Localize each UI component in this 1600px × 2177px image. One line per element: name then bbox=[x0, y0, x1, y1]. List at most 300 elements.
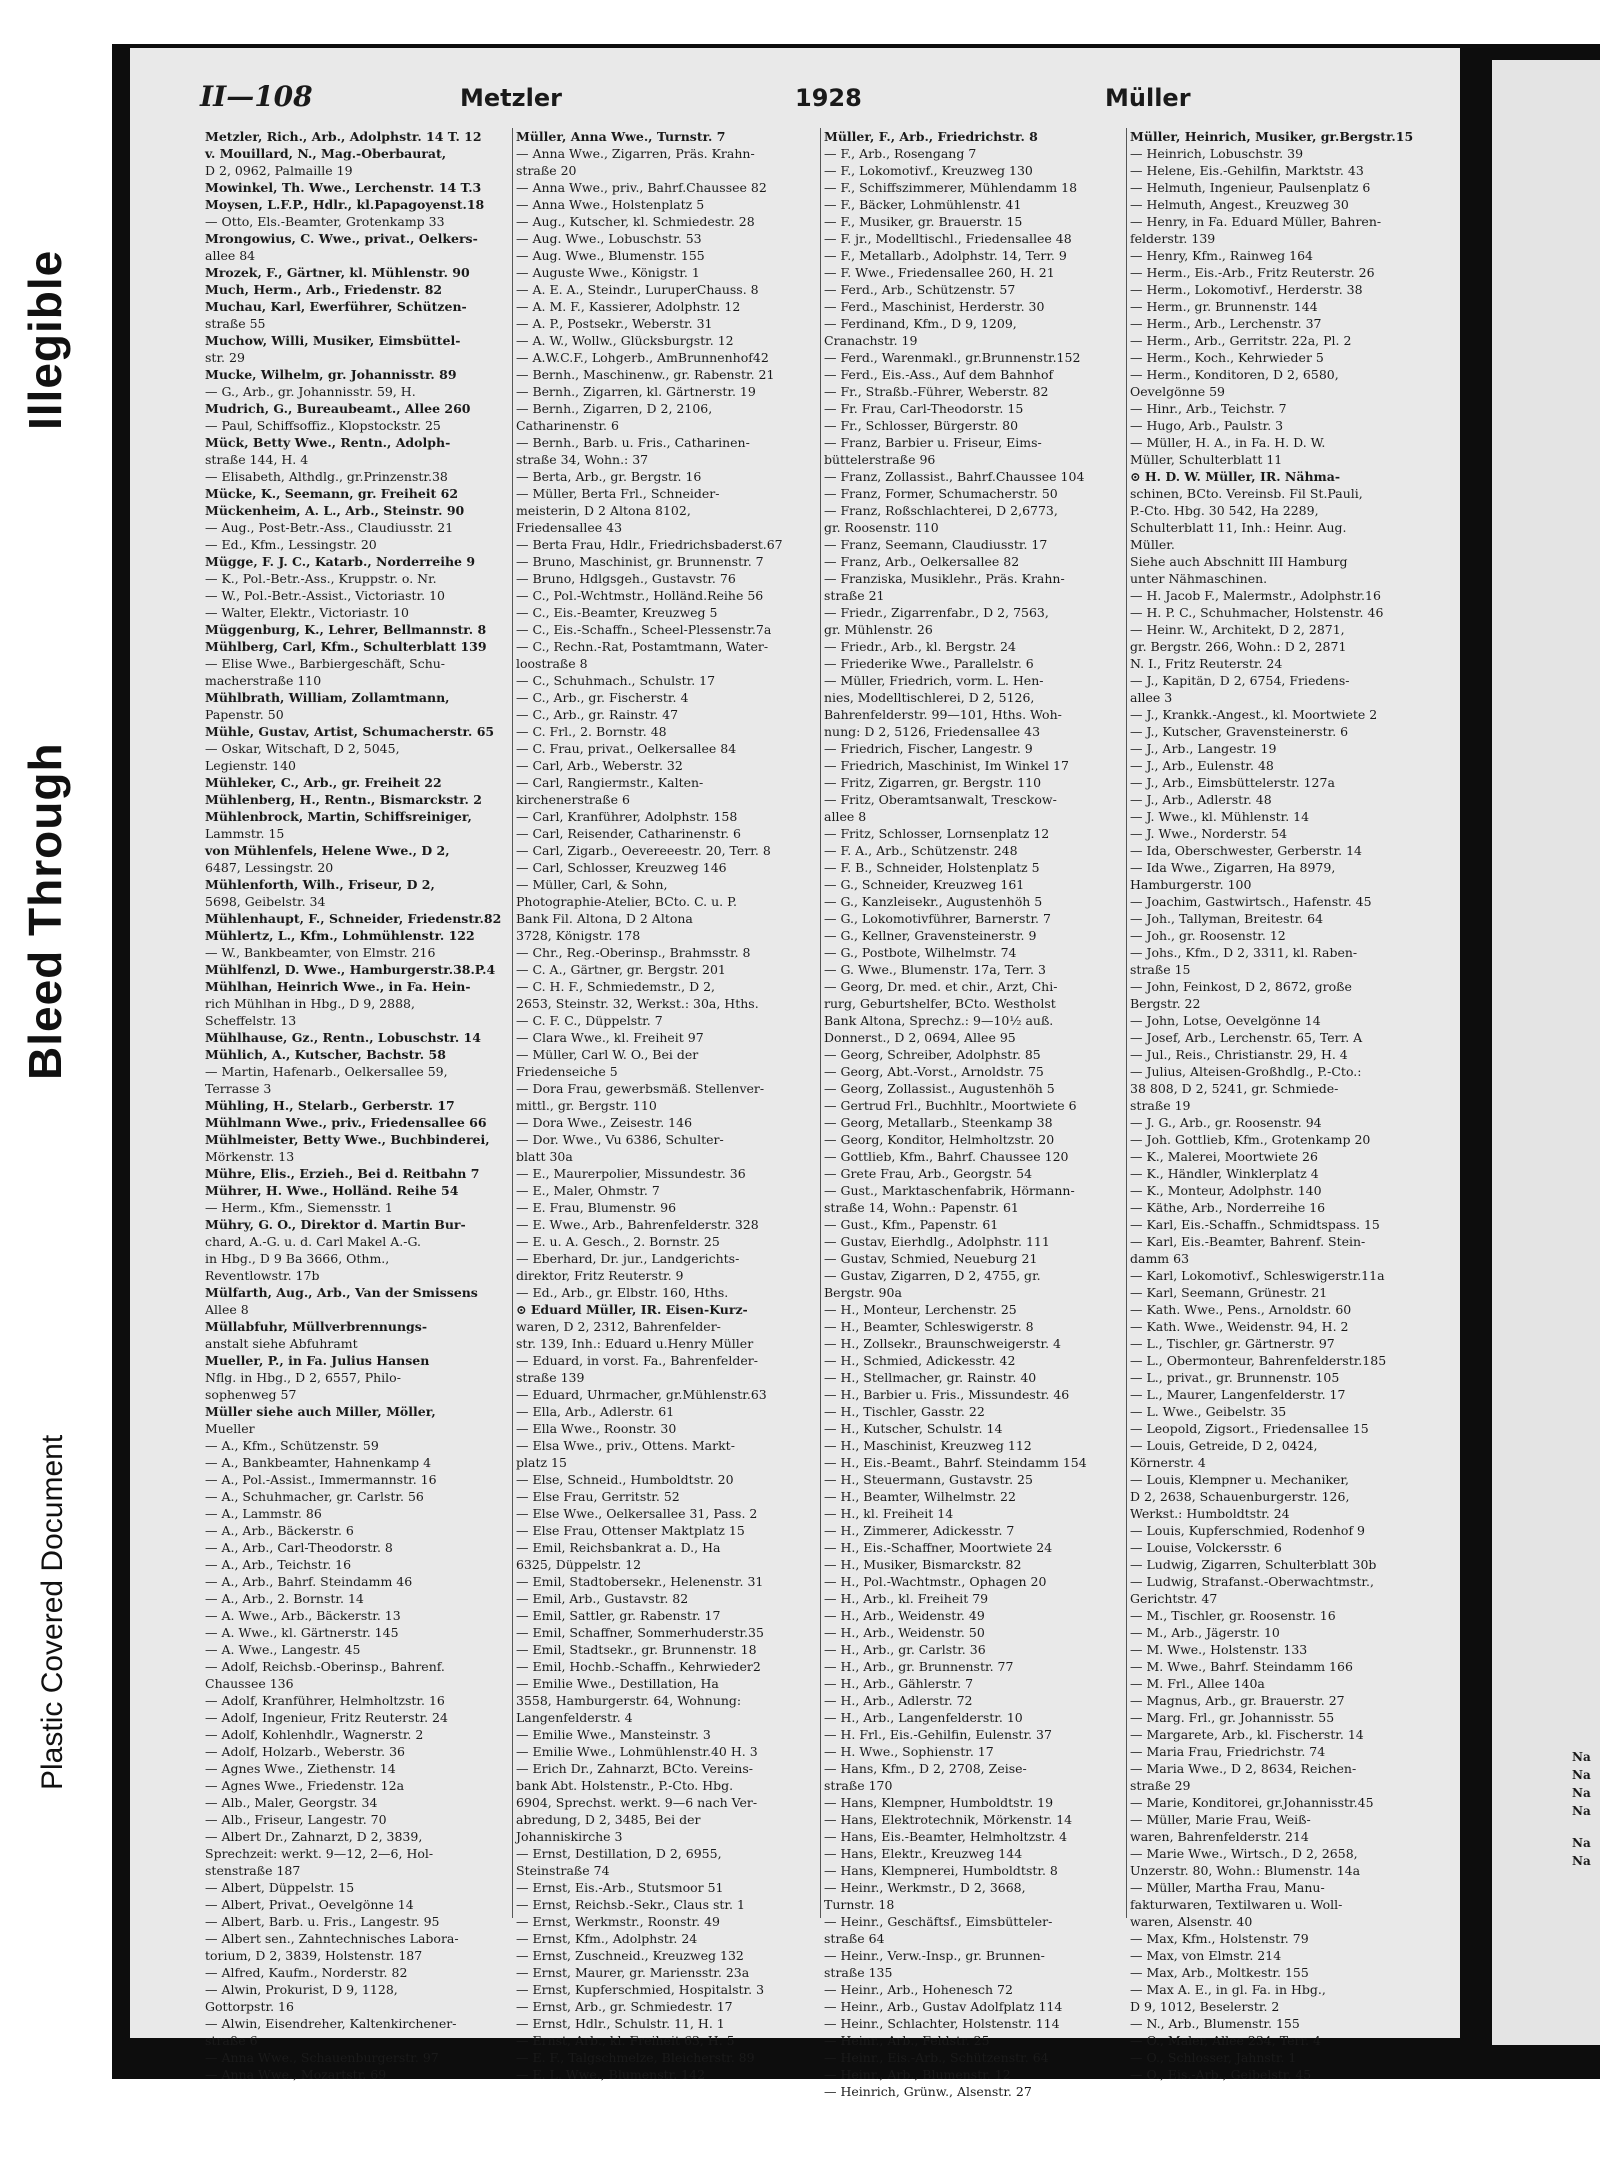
directory-entry: — Franz, Former, Schumacherstr. 50 bbox=[824, 486, 1058, 501]
directory-entry: — Alb., Friseur, Langestr. 70 bbox=[205, 1812, 387, 1827]
directory-entry: 3558, Hamburgerstr. 64, Wohnung: bbox=[516, 1693, 742, 1708]
directory-entry: Mörkenstr. 13 bbox=[205, 1149, 295, 1164]
directory-entry: Much, Herm., Arb., Friedenstr. 82 bbox=[205, 282, 443, 297]
directory-entry: — Leopold, Zigsort., Friedensallee 15 bbox=[1130, 1421, 1369, 1436]
directory-entry: — C. F. C., Düppelstr. 7 bbox=[516, 1013, 663, 1028]
directory-entry: Siehe auch Abschnitt III Hamburg bbox=[1130, 554, 1348, 569]
directory-entry: — Joh. Gottlieb, Kfm., Grotenkamp 20 bbox=[1130, 1132, 1371, 1147]
directory-entry: — Fr., Schlosser, Bürgerstr. 80 bbox=[824, 418, 1019, 433]
directory-entry: — Dor. Wwe., Vu 6386, Schulter- bbox=[516, 1132, 724, 1147]
directory-entry: — A., Pol.-Assist., Immermannstr. 16 bbox=[205, 1472, 437, 1487]
directory-entry: — H., Arb., gr. Carlstr. 36 bbox=[824, 1642, 986, 1657]
directory-column-3 bbox=[824, 128, 1134, 2099]
directory-entry: schinen, BCto. Vereinsb. Fil St.Pauli, bbox=[1130, 486, 1363, 501]
directory-entry: — A., Arb., Bahrf. Steindamm 46 bbox=[205, 1574, 413, 1589]
directory-entry: — K., Pol.-Betr.-Ass., Kruppstr. o. Nr. bbox=[205, 571, 437, 586]
directory-entry: — Aug., Post-Betr.-Ass., Claudiusstr. 21 bbox=[205, 520, 454, 535]
directory-entry: — J., Kutscher, Gravensteinerstr. 6 bbox=[1130, 724, 1349, 739]
directory-entry: Muchow, Willi, Musiker, Eimsbüttel- bbox=[205, 333, 461, 348]
directory-entry: — Marg. Frl., gr. Johannisstr. 55 bbox=[1130, 1710, 1335, 1725]
directory-entry: — E. Frau, Blumenstr. 96 bbox=[516, 1200, 677, 1215]
directory-entry: — Müller, Friedrich, vorm. L. Hen- bbox=[824, 673, 1044, 688]
directory-entry: — Fr., Straßb.-Führer, Weberstr. 82 bbox=[824, 384, 1049, 399]
directory-entry: — Maria Frau, Friedrichstr. 74 bbox=[1130, 1744, 1326, 1759]
directory-entry: mittl., gr. Bergstr. 110 bbox=[516, 1098, 657, 1113]
directory-entry: — Ernst, Hdlr., Schulstr. 11, H. 1 bbox=[516, 2016, 725, 2031]
directory-entry: — Herm., Lokomotivf., Herderstr. 38 bbox=[1130, 282, 1363, 297]
directory-entry: — Adolf, Kohlenhdlr., Wagnerstr. 2 bbox=[205, 1727, 424, 1742]
directory-entry: Mrongowius, C. Wwe., privat., Oelkers- bbox=[205, 231, 478, 246]
directory-entry: — F., Metallarb., Adolphstr. 14, Terr. 9 bbox=[824, 248, 1067, 263]
directory-entry: loostraße 8 bbox=[516, 656, 588, 671]
directory-entry: — H., Zimmerer, Adickesstr. 7 bbox=[824, 1523, 1015, 1538]
directory-entry: D 2, 2638, Schauenburgerstr. 126, bbox=[1130, 1489, 1350, 1504]
directory-entry: Mügge, F. J. C., Katarb., Norderreihe 9 bbox=[205, 554, 476, 569]
directory-entry: — Anna Wwe., Mozartstr. 69 bbox=[205, 2067, 387, 2082]
directory-entry: — Franz, Barbier u. Friseur, Eims- bbox=[824, 435, 1042, 450]
directory-entry: — N., Arb., Blumenstr. 155 bbox=[1130, 2016, 1300, 2031]
directory-entry: — F. A., Arb., Schützenstr. 248 bbox=[824, 843, 1018, 858]
directory-entry: — C., Schuhmach., Schulstr. 17 bbox=[516, 673, 716, 688]
directory-entry: — John, Lotse, Oevelgönne 14 bbox=[1130, 1013, 1321, 1028]
directory-entry: — C., Eis.-Beamter, Kreuzweg 5 bbox=[516, 605, 718, 620]
directory-entry: — Hans, Eis.-Beamter, Helmholtzstr. 4 bbox=[824, 1829, 1068, 1844]
directory-entry: — H. P. C., Schuhmacher, Holstenstr. 46 bbox=[1130, 605, 1384, 620]
label-illegible: Illegible bbox=[19, 249, 71, 430]
directory-entry: — Maria Wwe., D 2, 8634, Reichen- bbox=[1130, 1761, 1357, 1776]
directory-entry: — C., Pol.-Wchtmstr., Holländ.Reihe 56 bbox=[516, 588, 764, 603]
directory-entry: — Adolf, Reichsb.-Oberinsp., Bahrenf. bbox=[205, 1659, 445, 1674]
directory-entry: — M., Tischler, gr. Roosenstr. 16 bbox=[1130, 1608, 1336, 1623]
directory-entry: — John, Feinkost, D 2, 8672, große bbox=[1130, 979, 1352, 994]
directory-entry: — Ferd., Arb., Schützenstr. 57 bbox=[824, 282, 1016, 297]
directory-entry: — A., Arb., Teichstr. 16 bbox=[205, 1557, 352, 1572]
directory-entry: anstalt siehe Abfuhramt bbox=[205, 1336, 358, 1351]
directory-entry: — H., Beamter, Schleswigerstr. 8 bbox=[824, 1319, 1034, 1334]
directory-entry: — Henry, Kfm., Rainweg 164 bbox=[1130, 248, 1314, 263]
directory-entry: — F., Bäcker, Lohmühlenstr. 41 bbox=[824, 197, 1022, 212]
directory-entry: — Emilie Wwe., Lohmühlenstr.40 H. 3 bbox=[516, 1744, 758, 1759]
directory-entry: — H., Pol.-Wachtmstr., Ophagen 20 bbox=[824, 1574, 1047, 1589]
directory-entry: — Emil, Arb., Gustavstr. 82 bbox=[516, 1591, 689, 1606]
directory-entry: — Max, von Elmstr. 214 bbox=[1130, 1948, 1282, 1963]
directory-entry: — Fr. Frau, Carl-Theodorstr. 15 bbox=[824, 401, 1024, 416]
directory-entry: — Joh., Tallyman, Breitestr. 64 bbox=[1130, 911, 1324, 926]
directory-entry: straße 15 bbox=[1130, 962, 1191, 977]
directory-entry: — Albert Dr., Zahnarzt, D 2, 3839, bbox=[205, 1829, 423, 1844]
directory-entry: — J., Arb., Adlerstr. 48 bbox=[1130, 792, 1272, 807]
directory-entry: Chaussee 136 bbox=[205, 1676, 294, 1691]
directory-entry: — Karl, Lokomotivf., Schleswigerstr.11a bbox=[1130, 1268, 1385, 1283]
directory-entry: — Ferdinand, Kfm., D 9, 1209, bbox=[824, 316, 1017, 331]
directory-entry: — Adolf, Ingenieur, Fritz Reuterstr. 24 bbox=[205, 1710, 448, 1725]
directory-entry: — Heinr., Eis.-Arb., Schützenstr. 64 bbox=[824, 2050, 1049, 2065]
directory-entry: — E., Maurerpolier, Missundestr. 36 bbox=[516, 1166, 746, 1181]
directory-entry: — A. M. F., Kassierer, Adolphstr. 12 bbox=[516, 299, 741, 314]
directory-entry: — A., Bankbeamter, Hahnenkamp 4 bbox=[205, 1455, 432, 1470]
directory-entry: — Elsa Wwe., priv., Ottens. Markt- bbox=[516, 1438, 735, 1453]
directory-entry: Bahrenfelderstr. 99—101, Hths. Woh- bbox=[824, 707, 1062, 722]
directory-entry: — Magnus, Arb., gr. Brauerstr. 27 bbox=[1130, 1693, 1345, 1708]
header-last-entry: Müller bbox=[1105, 84, 1191, 112]
directory-entry: — Johs., Kfm., D 2, 3311, kl. Raben- bbox=[1130, 945, 1358, 960]
directory-entry: Scheffelstr. 13 bbox=[205, 1013, 297, 1028]
directory-entry: Lammstr. 15 bbox=[205, 826, 285, 841]
directory-entry: — Elisabeth, Althdlg., gr.Prinzenstr.38 bbox=[205, 469, 448, 484]
directory-entry: Gerichtstr. 47 bbox=[1130, 1591, 1218, 1606]
directory-entry: — Gottlieb, Kfm., Bahrf. Chaussee 120 bbox=[824, 1149, 1069, 1164]
directory-entry: — K., Monteur, Adolphstr. 140 bbox=[1130, 1183, 1322, 1198]
directory-entry: — A., Arb., Carl-Theodorstr. 8 bbox=[205, 1540, 393, 1555]
directory-entry: straße 135 bbox=[824, 1965, 893, 1980]
directory-entry: — Herm., Konditoren, D 2, 6580, bbox=[1130, 367, 1339, 382]
directory-entry: — J. Wwe., Norderstr. 54 bbox=[1130, 826, 1288, 841]
directory-entry: — Erich Dr., Zahnarzt, BCto. Vereins- bbox=[516, 1761, 753, 1776]
directory-entry: bank Abt. Holstenstr., P.-Cto. Hbg. bbox=[516, 1778, 734, 1793]
directory-entry: — Ferd., Eis.-Ass., Auf dem Bahnhof bbox=[824, 367, 1054, 382]
directory-entry: — J., Arb., Langestr. 19 bbox=[1130, 741, 1277, 756]
directory-entry: — Georg, Dr. med. et chir., Arzt, Chi- bbox=[824, 979, 1058, 994]
directory-entry: — Heinr., Schlachter, Holstenstr. 114 bbox=[824, 2016, 1060, 2031]
directory-entry: — Heinrich, Lobuschstr. 39 bbox=[1130, 146, 1304, 161]
directory-entry: Mühlberg, Carl, Kfm., Schulterblatt 139 bbox=[205, 639, 487, 654]
directory-entry: — Anna Wwe., Holstenplatz 5 bbox=[516, 197, 705, 212]
directory-entry: — F., Lokomotivf., Kreuzweg 130 bbox=[824, 163, 1033, 178]
directory-entry: — Henry, in Fa. Eduard Müller, Bahren- bbox=[1130, 214, 1382, 229]
directory-entry: — Josef, Arb., Lerchenstr. 65, Terr. A bbox=[1130, 1030, 1363, 1045]
directory-entry: Papenstr. 50 bbox=[205, 707, 284, 722]
directory-entry: Mühlmann Wwe., priv., Friedensallee 66 bbox=[205, 1115, 487, 1130]
directory-entry: — Herm., Kfm., Siemensstr. 1 bbox=[205, 1200, 393, 1215]
directory-entry: Mucke, Wilhelm, gr. Johannisstr. 89 bbox=[205, 367, 457, 382]
directory-entry: straße 21 bbox=[824, 588, 885, 603]
directory-entry: — G., Arb., gr. Johannisstr. 59, H. bbox=[205, 384, 416, 399]
directory-entry: 6487, Lessingstr. 20 bbox=[205, 860, 334, 875]
directory-entry: Mühry, G. O., Direktor d. Martin Bur- bbox=[205, 1217, 466, 1232]
directory-entry: — G., Schneider, Kreuzweg 161 bbox=[824, 877, 1025, 892]
directory-entry: — Georg, Konditor, Helmholtzstr. 20 bbox=[824, 1132, 1055, 1147]
directory-entry: — Else Frau, Gerritstr. 52 bbox=[516, 1489, 680, 1504]
directory-entry: platz 15 bbox=[516, 1455, 567, 1470]
directory-entry: — Gust., Marktaschenfabrik, Hörmann- bbox=[824, 1183, 1075, 1198]
directory-entry: Terrasse 3 bbox=[205, 1081, 272, 1096]
directory-entry: 6904, Sprechst. werkt. 9—6 nach Ver- bbox=[516, 1795, 758, 1810]
directory-entry: — Ernst, Eis.-Arb., Stutsmoor 51 bbox=[516, 1880, 724, 1895]
directory-entry: felderstr. 139 bbox=[1130, 231, 1216, 246]
directory-entry: unter Nähmaschinen. bbox=[1130, 571, 1268, 586]
directory-entry: — Else, Schneid., Humboldtstr. 20 bbox=[516, 1472, 734, 1487]
directory-entry: Mudrich, G., Bureaubeamt., Allee 260 bbox=[205, 401, 471, 416]
directory-entry: — Käthe, Arb., Norderreihe 16 bbox=[1130, 1200, 1326, 1215]
directory-entry: 6325, Düppelstr. 12 bbox=[516, 1557, 642, 1572]
directory-entry: Mühleker, C., Arb., gr. Freiheit 22 bbox=[205, 775, 442, 790]
directory-entry: — H., Barbier u. Fris., Missundestr. 46 bbox=[824, 1387, 1070, 1402]
directory-entry: Mueller bbox=[205, 1421, 255, 1436]
directory-entry: Johanniskirche 3 bbox=[516, 1829, 623, 1844]
directory-entry: — Emil, Hochb.-Schaffn., Kehrwieder2 bbox=[516, 1659, 761, 1674]
directory-entry: — Ernst, Reichsb.-Sekr., Claus str. 1 bbox=[516, 1897, 745, 1912]
directory-entry: — Kath. Wwe., Weidenstr. 94, H. 2 bbox=[1130, 1319, 1349, 1334]
directory-entry: — Joh., gr. Roosenstr. 12 bbox=[1130, 928, 1286, 943]
directory-entry: — H. Jacob F., Malermstr., Adolphstr.16 bbox=[1130, 588, 1381, 603]
directory-entry: — Georg, Schreiber, Adolphstr. 85 bbox=[824, 1047, 1041, 1062]
directory-entry: Müller, Anna Wwe., Turnstr. 7 bbox=[516, 129, 726, 144]
directory-entry: — Max, Kfm., Holstenstr. 79 bbox=[1130, 1931, 1309, 1946]
directory-entry: Müggenburg, K., Lehrer, Bellmannstr. 8 bbox=[205, 622, 487, 637]
directory-entry: — Marie Wwe., Wirtsch., D 2, 2658, bbox=[1130, 1846, 1358, 1861]
directory-entry: Sprechzeit: werkt. 9—12, 2—6, Hol- bbox=[205, 1846, 434, 1861]
directory-entry: — H., Zollsekr., Braunschweigerstr. 4 bbox=[824, 1336, 1061, 1351]
directory-entry: Bank Altona, Sprechz.: 9—10½ auß. bbox=[824, 1013, 1054, 1028]
directory-entry: — Louise, Volckersstr. 6 bbox=[1130, 1540, 1282, 1555]
directory-entry: — M. Frl., Allee 140a bbox=[1130, 1676, 1265, 1691]
directory-entry: — C. Frau, privat., Oelkersallee 84 bbox=[516, 741, 737, 756]
directory-entry: Schulterblatt 11, Inh.: Heinr. Aug. bbox=[1130, 520, 1347, 535]
directory-entry: — H., Arb., Weidenstr. 50 bbox=[824, 1625, 985, 1640]
directory-entry: — Max A. E., in gl. Fa. in Hbg., bbox=[1130, 1982, 1326, 1997]
directory-entry: — Heinr., Verw.-Insp., gr. Brunnen- bbox=[824, 1948, 1045, 1963]
directory-entry: — Margarete, Arb., kl. Fischerstr. 14 bbox=[1130, 1727, 1364, 1742]
directory-entry: Bank Fil. Altona, D 2 Altona bbox=[516, 911, 693, 926]
directory-entry: Mühlhause, Gz., Rentn., Lobuschstr. 14 bbox=[205, 1030, 481, 1045]
directory-entry: Mühlhan, Heinrich Wwe., in Fa. Hein- bbox=[205, 979, 471, 994]
directory-entry: chard, A.-G. u. d. Carl Makel A.-G. bbox=[205, 1234, 421, 1249]
directory-entry: Müller, Heinrich, Musiker, gr.Bergstr.15 bbox=[1130, 129, 1414, 144]
directory-entry: allee 84 bbox=[205, 248, 256, 263]
directory-entry: straße 34, Wohn.: 37 bbox=[516, 452, 649, 467]
directory-entry: straße 19 bbox=[1130, 1098, 1191, 1113]
directory-entry: str. 139, Inh.: Eduard u.Henry Müller bbox=[516, 1336, 754, 1351]
directory-entry: — Max, Arb., Moltkestr. 155 bbox=[1130, 1965, 1309, 1980]
directory-entry: — Otto, Els.-Beamter, Grotenkamp 33 bbox=[205, 214, 445, 229]
directory-entry: — Helmuth, Ingenieur, Paulsenplatz 6 bbox=[1130, 180, 1371, 195]
directory-entry: — Eduard, Uhrmacher, gr.Mühlenstr.63 bbox=[516, 1387, 767, 1402]
directory-entry: — Gustav, Zigarren, D 2, 4755, gr. bbox=[824, 1268, 1041, 1283]
directory-entry: — Adolf, Holzarb., Weberstr. 36 bbox=[205, 1744, 406, 1759]
directory-entry: Mühlbrath, William, Zollamtmann, bbox=[205, 690, 450, 705]
directory-entry: D 9, 1012, Beselerstr. 2 bbox=[1130, 1999, 1280, 2014]
directory-entry: abredung, D 2, 3485, Bei der bbox=[516, 1812, 701, 1827]
directory-entry: straße 20 bbox=[516, 163, 577, 178]
directory-entry: — O., Schlosser, Jahnstr. 1 bbox=[1130, 2050, 1297, 2065]
directory-entry: — Emil, Sattler, gr. Rabenstr. 17 bbox=[516, 1608, 721, 1623]
page-header bbox=[200, 80, 1450, 120]
directory-entry: — Jul., Reis., Christianstr. 29, H. 4 bbox=[1130, 1047, 1348, 1062]
directory-column-4 bbox=[1130, 128, 1445, 2082]
directory-entry: nung: D 2, 5126, Friedensallee 43 bbox=[824, 724, 1041, 739]
directory-entry: — H., Maschinist, Kreuzweg 112 bbox=[824, 1438, 1032, 1453]
directory-entry: — Müller, Marie Frau, Weiß- bbox=[1130, 1812, 1311, 1827]
directory-entry: — J., Arb., Eimsbüttelerstr. 127a bbox=[1130, 775, 1335, 790]
directory-entry: waren, D 2, 2312, Bahrenfelder- bbox=[516, 1319, 721, 1334]
directory-entry: ⊙ Eduard Müller, IR. Eisen-Kurz- bbox=[516, 1302, 748, 1317]
directory-entry: — F., Arb., Rosengang 7 bbox=[824, 146, 977, 161]
directory-entry: — M., Arb., Jägerstr. 10 bbox=[1130, 1625, 1280, 1640]
directory-entry: — Herm., Arb., Gerritstr. 22a, Pl. 2 bbox=[1130, 333, 1352, 348]
directory-entry: straße 14, Wohn.: Papenstr. 61 bbox=[824, 1200, 1019, 1215]
directory-entry: — C., Rechn.-Rat, Postamtmann, Water- bbox=[516, 639, 769, 654]
directory-entry: — Heinr., Arb., Gustav Adolfplatz 114 bbox=[824, 1999, 1063, 2014]
directory-entry: stenstraße 187 bbox=[205, 1863, 301, 1878]
directory-entry: Muchau, Karl, Ewerführer, Schützen- bbox=[205, 299, 467, 314]
directory-entry: — Albert, Düppelstr. 15 bbox=[205, 1880, 355, 1895]
directory-entry: — M. Wwe., Holstenstr. 133 bbox=[1130, 1642, 1308, 1657]
directory-entry: straße 55 bbox=[205, 316, 266, 331]
directory-entry: gr. Bergstr. 266, Wohn.: D 2, 2871 bbox=[1130, 639, 1347, 654]
directory-entry: — Franziska, Musiklehr., Präs. Krahn- bbox=[824, 571, 1065, 586]
directory-entry: — G., Lokomotivführer, Barnerstr. 7 bbox=[824, 911, 1051, 926]
header-first-entry: Metzler bbox=[460, 84, 562, 112]
directory-entry: — Marie, Konditorei, gr.Johannisstr.45 bbox=[1130, 1795, 1374, 1810]
sidebar-labels bbox=[0, 0, 100, 2177]
directory-entry: — L., Maurer, Langenfelderstr. 17 bbox=[1130, 1387, 1346, 1402]
directory-entry: — Hans, Klempnerei, Humboldtstr. 8 bbox=[824, 1863, 1058, 1878]
directory-entry: — Müller, Martha Frau, Manu- bbox=[1130, 1880, 1325, 1895]
directory-entry: Müller. bbox=[1130, 537, 1175, 552]
directory-entry: gr. Roosenstr. 110 bbox=[824, 520, 939, 535]
directory-entry: Langenfelderstr. 4 bbox=[516, 1710, 633, 1725]
directory-entry: — F. B., Schneider, Holstenplatz 5 bbox=[824, 860, 1040, 875]
directory-entry: — Ida, Oberschwester, Gerberstr. 14 bbox=[1130, 843, 1363, 858]
directory-entry: gr. Mühlenstr. 26 bbox=[824, 622, 933, 637]
directory-entry: — Bruno, Hdlgsgeh., Gustavstr. 76 bbox=[516, 571, 736, 586]
directory-entry: — Carl, Reisender, Catharinenstr. 6 bbox=[516, 826, 741, 841]
directory-entry: — Berta Frau, Hdlr., Friedrichsbaderst.67 bbox=[516, 537, 783, 552]
directory-entry: — Dora Wwe., Zeisestr. 146 bbox=[516, 1115, 693, 1130]
directory-entry: Mückenheim, A. L., Arb., Steinstr. 90 bbox=[205, 503, 465, 518]
directory-entry: straße 144, H. 4 bbox=[205, 452, 309, 467]
directory-entry: Mühling, H., Stelarb., Gerberstr. 17 bbox=[205, 1098, 455, 1113]
directory-entry: Körnerstr. 4 bbox=[1130, 1455, 1206, 1470]
directory-entry: Mrozek, F., Gärtner, kl. Mühlenstr. 90 bbox=[205, 265, 470, 280]
directory-entry: — Else Frau, Ottenser Maktplatz 15 bbox=[516, 1523, 745, 1538]
directory-entry: — F. jr., Modelltischl., Friedensallee 48 bbox=[824, 231, 1072, 246]
directory-entry: — Hinr., Arb., Teichstr. 7 bbox=[1130, 401, 1287, 416]
directory-entry: — Adolf, Kranführer, Helmholtzstr. 16 bbox=[205, 1693, 445, 1708]
directory-entry: — Fritz, Oberamtsanwalt, Tresckow- bbox=[824, 792, 1057, 807]
directory-entry: — Herm., Arb., Lerchenstr. 37 bbox=[1130, 316, 1322, 331]
directory-entry: torium, D 2, 3839, Holstenstr. 187 bbox=[205, 1948, 423, 1963]
directory-entry: — Dora Frau, gewerbsmäß. Stellenver- bbox=[516, 1081, 765, 1096]
directory-entry: — Louis, Klempner u. Mechaniker, bbox=[1130, 1472, 1349, 1487]
directory-entry: — J. Wwe., kl. Mühlenstr. 14 bbox=[1130, 809, 1310, 824]
directory-entry: — Eduard, in vorst. Fa., Bahrenfelder- bbox=[516, 1353, 758, 1368]
directory-entry: — H., Tischler, Gasstr. 22 bbox=[824, 1404, 985, 1419]
directory-entry: — A. W., Wollw., Glücksburgstr. 12 bbox=[516, 333, 734, 348]
directory-entry: — Ella Wwe., Roonstr. 30 bbox=[516, 1421, 677, 1436]
directory-entry: — Herm., gr. Brunnenstr. 144 bbox=[1130, 299, 1318, 314]
directory-entry: — Carl, Arb., Weberstr. 32 bbox=[516, 758, 683, 773]
directory-entry: Hamburgerstr. 100 bbox=[1130, 877, 1252, 892]
directory-entry: straße 139 bbox=[516, 1370, 585, 1385]
directory-entry: — Fritz, Schlosser, Lornsenplatz 12 bbox=[824, 826, 1050, 841]
directory-entry: — Gust., Kfm., Papenstr. 61 bbox=[824, 1217, 999, 1232]
directory-entry: — A. Wwe., Langestr. 45 bbox=[205, 1642, 361, 1657]
directory-entry: — Bernh., Maschinenw., gr. Rabenstr. 21 bbox=[516, 367, 775, 382]
directory-entry: — F., Musiker, gr. Brauerstr. 15 bbox=[824, 214, 1023, 229]
directory-entry: — Ernst, Werkmstr., Roonstr. 49 bbox=[516, 1914, 721, 1929]
directory-entry: — A. Wwe., kl. Gärtnerstr. 145 bbox=[205, 1625, 399, 1640]
directory-entry: — Franz, Zollassist., Bahrf.Chaussee 104 bbox=[824, 469, 1085, 484]
directory-entry: Mühlenhaupt, F., Schneider, Friedenstr.82 bbox=[205, 911, 502, 926]
directory-entry: — Joachim, Gastwirtsch., Hafenstr. 45 bbox=[1130, 894, 1372, 909]
directory-entry: v. Mouillard, N., Mag.-Oberbaurat, bbox=[205, 146, 447, 161]
directory-entry: — F. Wwe., Friedensallee 260, H. 21 bbox=[824, 265, 1055, 280]
directory-entry: Mühlertz, L., Kfm., Lohmühlenstr. 122 bbox=[205, 928, 475, 943]
directory-entry: in Hbg., D 9 Ba 3666, Othm., bbox=[205, 1251, 390, 1266]
directory-entry: Allee 8 bbox=[205, 1302, 249, 1317]
directory-entry: direktor, Fritz Reuterstr. 9 bbox=[516, 1268, 684, 1283]
directory-entry: — Müller, Carl, & Sohn, bbox=[516, 877, 668, 892]
directory-entry: — H., Beamter, Wilhelmstr. 22 bbox=[824, 1489, 1016, 1504]
directory-entry: — Müller, H. A., in Fa. H. D. W. bbox=[1130, 435, 1326, 450]
directory-entry: Friedensallee 43 bbox=[516, 520, 623, 535]
directory-entry: — Clara Wwe., kl. Freiheit 97 bbox=[516, 1030, 704, 1045]
directory-entry: — Anna Wwe., Zigarren, Präs. Krahn- bbox=[516, 146, 755, 161]
directory-entry: — Agnes Wwe., Ziethenstr. 14 bbox=[205, 1761, 396, 1776]
directory-entry: Mücke, K., Seemann, gr. Freiheit 62 bbox=[205, 486, 459, 501]
directory-entry: — Berta, Arb., gr. Bergstr. 16 bbox=[516, 469, 702, 484]
directory-entry: Catharinenstr. 6 bbox=[516, 418, 619, 433]
directory-entry: — K., Malerei, Moortwiete 26 bbox=[1130, 1149, 1318, 1164]
directory-entry: — Louis, Getreide, D 2, 0424, bbox=[1130, 1438, 1318, 1453]
directory-entry: Photographie-Atelier, BCto. C. u. P. bbox=[516, 894, 737, 909]
directory-entry: — Grete Frau, Arb., Georgstr. 54 bbox=[824, 1166, 1033, 1181]
directory-entry: — H., Monteur, Lerchenstr. 25 bbox=[824, 1302, 1017, 1317]
directory-entry: — C., Arb., gr. Rainstr. 47 bbox=[516, 707, 679, 722]
directory-entry: von Mühlenfels, Helene Wwe., D 2, bbox=[205, 843, 450, 858]
directory-entry: — C. Frl., 2. Bornstr. 48 bbox=[516, 724, 667, 739]
directory-entry: — Karl, Eis.-Beamter, Bahrenf. Stein- bbox=[1130, 1234, 1366, 1249]
directory-entry: — Alfred, Kaufm., Norderstr. 82 bbox=[205, 1965, 408, 1980]
directory-entry: — L. Wwe., Geibelstr. 35 bbox=[1130, 1404, 1287, 1419]
directory-entry: Donnerst., D 2, 0694, Allee 95 bbox=[824, 1030, 1016, 1045]
directory-entry: — Else Wwe., Oelkersallee 31, Pass. 2 bbox=[516, 1506, 758, 1521]
directory-entry: — Louis, Kupferschmied, Rodenhof 9 bbox=[1130, 1523, 1366, 1538]
directory-entry: — E. L. Wwe., Blumenstr. 142 bbox=[516, 2067, 706, 2082]
directory-entry: — A. P., Postsekr., Weberstr. 31 bbox=[516, 316, 713, 331]
directory-entry: — Hugo, Arb., Paulstr. 3 bbox=[1130, 418, 1284, 433]
directory-entry: Mueller, P., in Fa. Julius Hansen bbox=[205, 1353, 430, 1368]
directory-entry: — Gustav, Eierhdlg., Adolphstr. 111 bbox=[824, 1234, 1050, 1249]
directory-entry: — Bernh., Zigarren, D 2, 2106, bbox=[516, 401, 713, 416]
directory-entry: fakturwaren, Textilwaren u. Woll- bbox=[1130, 1897, 1343, 1912]
directory-entry: Müller siehe auch Miller, Möller, bbox=[205, 1404, 436, 1419]
directory-entry: — L., Obermonteur, Bahrenfelderstr.185 bbox=[1130, 1353, 1387, 1368]
directory-entry: Reventlowstr. 17b bbox=[205, 1268, 320, 1283]
directory-entry: — J., Krankk.-Angest., kl. Moortwiete 2 bbox=[1130, 707, 1378, 722]
directory-entry: Mück, Betty Wwe., Rentn., Adolph- bbox=[205, 435, 451, 450]
directory-entry: — Ella, Arb., Adlerstr. 61 bbox=[516, 1404, 675, 1419]
directory-entry: — Gertrud Frl., Buchhltr., Moortwiete 6 bbox=[824, 1098, 1077, 1113]
directory-entry: — Franz, Seemann, Claudiusstr. 17 bbox=[824, 537, 1048, 552]
directory-entry: — Fritz, Zigarren, gr. Bergstr. 110 bbox=[824, 775, 1042, 790]
directory-entry: waren, Bahrenfelderstr. 214 bbox=[1130, 1829, 1309, 1844]
directory-entry: — Friedr., Zigarrenfabr., D 2, 7563, bbox=[824, 605, 1049, 620]
directory-entry: — H. Frl., Eis.-Gehilfin, Eulenstr. 37 bbox=[824, 1727, 1052, 1742]
directory-entry: rich Mühlhan in Hbg., D 9, 2888, bbox=[205, 996, 415, 1011]
directory-entry: — Paul, Schiffsoffiz., Klopstockstr. 25 bbox=[205, 418, 441, 433]
directory-entry: — Emil, Reichsbankrat a. D., Ha bbox=[516, 1540, 721, 1555]
directory-entry: straße 29 bbox=[1130, 1778, 1191, 1793]
directory-entry: — Georg, Abt.-Vorst., Arnoldstr. 75 bbox=[824, 1064, 1044, 1079]
directory-entry: — H., Eis.-Beamt., Bahrf. Steindamm 154 bbox=[824, 1455, 1087, 1470]
directory-entry: — O., Eis.-Arb., Geibelstr. 45 bbox=[1130, 2067, 1312, 2082]
page-number: II—108 bbox=[200, 80, 313, 113]
directory-entry: — Friedrich, Maschinist, Im Winkel 17 bbox=[824, 758, 1069, 773]
header-year: 1928 bbox=[795, 84, 862, 112]
directory-entry: — Aug. Wwe., Blumenstr. 155 bbox=[516, 248, 705, 263]
